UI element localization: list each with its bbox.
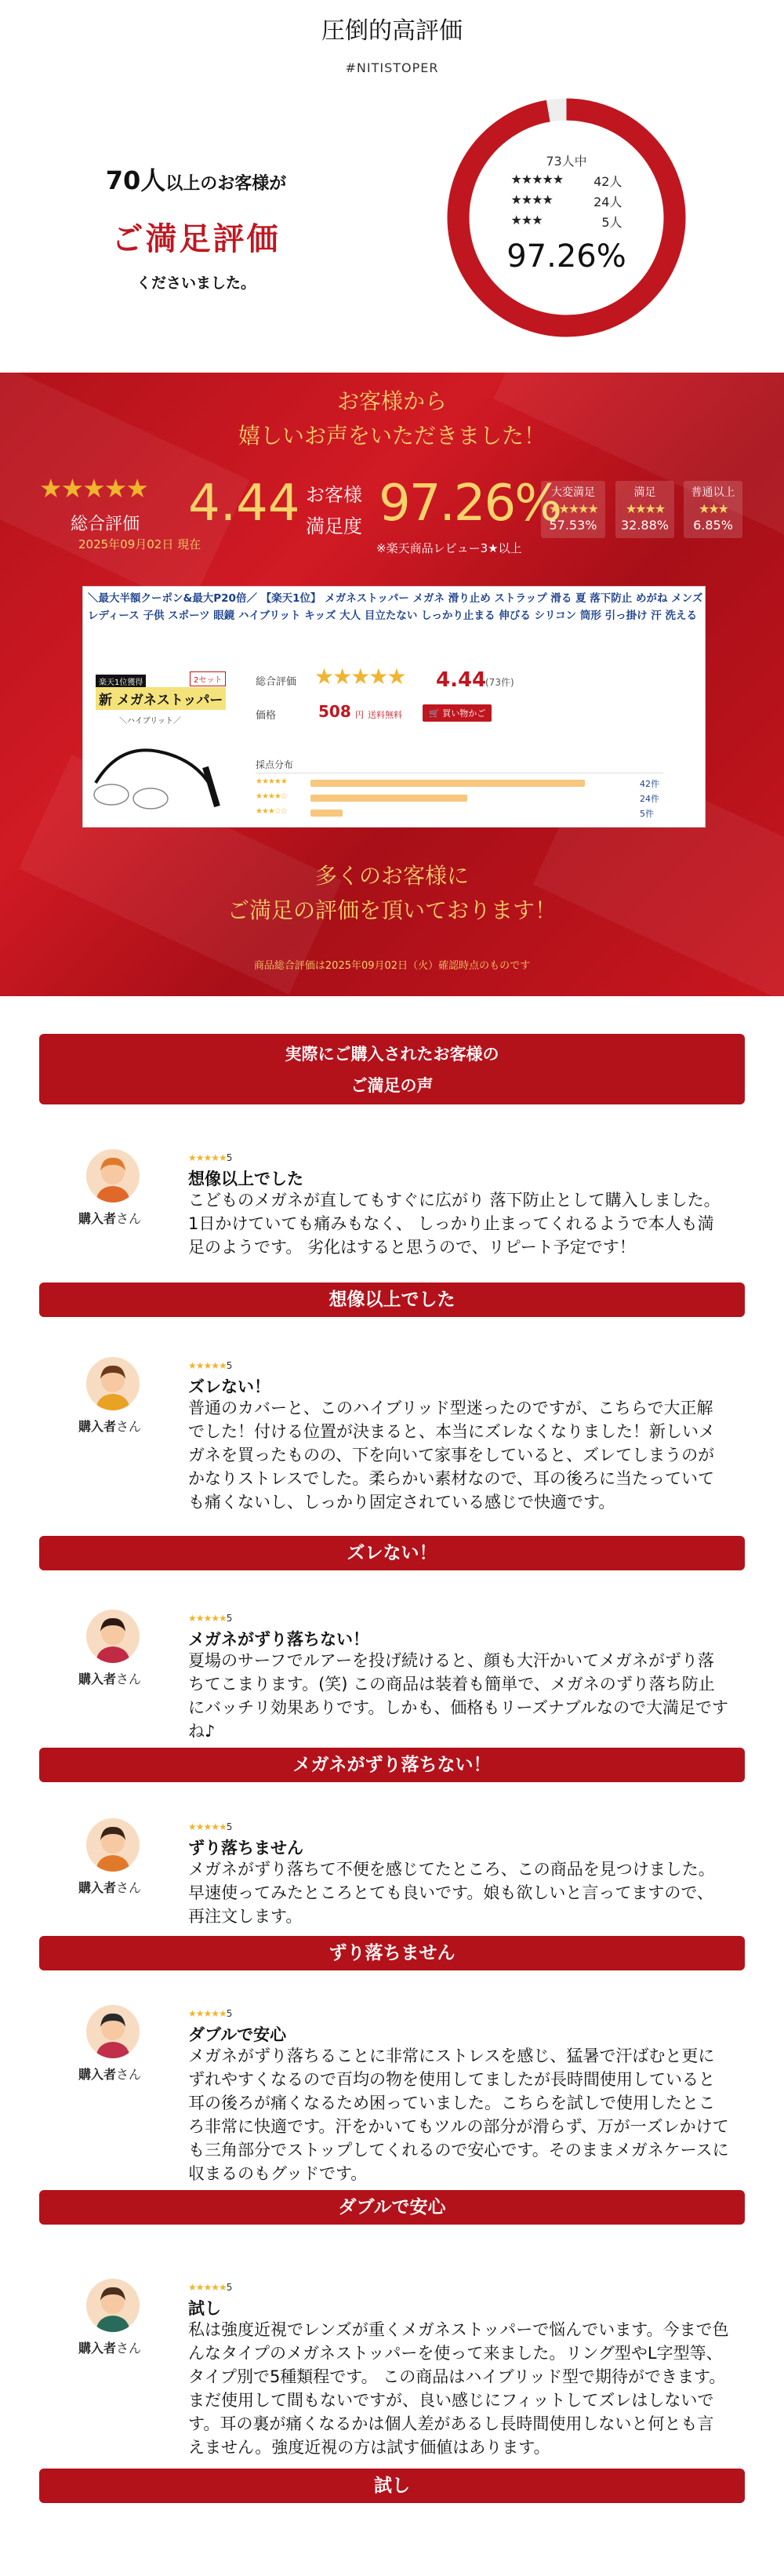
banner-footnote: 商品総合評価は2025年09月02日（火）確認時点のものです <box>253 960 531 972</box>
buyer-suffix: さん <box>116 2067 142 2082</box>
product-caption: ＼ハイブリット／ <box>119 717 181 726</box>
product-set: 2セット <box>190 671 226 686</box>
donut-row-count: 5人 <box>601 215 622 230</box>
review-rating <box>188 1821 231 1832</box>
distribution-bar <box>310 795 467 802</box>
product-title-link[interactable]: ＼最大半額クーポン&最大P20倍／ 【楽天1位】 メガネストッパー メガネ 滑り止め ストラップ 滑る 夏 落下防止 めがね メンズ レディース 子供 スポーツ 眼鏡 ハイブリット キッズ 大人 目立たない しっかり止まる 伸びる シリコン 筒形 引っ掛け 汗 洗える <box>88 592 703 622</box>
review-title: ダブルで安心 <box>188 2025 287 2044</box>
star-icons: ★★★★★ <box>314 664 405 689</box>
review-body: 普通のカバーと、このハイブリッド型迷ったのですが、こちらで大正解でした！付ける位置が決まると、本当にズレなくなりました！新しいメガネを買ったものの、下を向いて家事をしていると、ズレてしまうのがかなりストレスでした。柔らかい素材なので、耳の後ろに当たっていても痛くないし、しっかり固定されている感じで快適です。 <box>188 1399 715 1512</box>
star-icons: ★★★★★ <box>510 172 564 187</box>
review-banner: 想像以上でした <box>39 1283 745 1317</box>
review-banner: メガネがずり落ちない！ <box>39 1748 745 1782</box>
buyer-label: 購入者 <box>78 2341 117 2356</box>
buyer-name <box>78 1417 157 1435</box>
review-body: 私は強度近視でレンズが重くメガネストッパーで悩んでいます。今まで色んなタイプのメガネストッパーを使って来ました。リング型やL字型等、タイプ別で5種類程です。 この商品はハイブリッド型で期待ができます。まだ使用して間もないですが、良い感じにフィットしてズレはしないです。耳の裏が痛くなるかは個人差があるし長時間使用しないと何とも言えません。強度近視の方は試す価値はあります。 <box>188 2320 729 2457</box>
banner-closing-line: 多くのお客様に <box>314 863 469 889</box>
star-icons: ★★★☆☆ <box>256 807 287 816</box>
add-to-cart-button[interactable]: 🛒 買い物かご <box>423 704 492 722</box>
rating-box <box>541 481 605 538</box>
glasses-icon <box>88 720 245 814</box>
satisfied-label: ご満足評価 <box>111 221 281 257</box>
buyer-label: 購入者 <box>78 1211 117 1226</box>
overall-label: 総合評価 <box>71 515 140 534</box>
distribution-count[interactable]: 42件 <box>640 779 659 789</box>
buyer-suffix: さん <box>116 1672 142 1686</box>
review-body: メガネがずり落ちて不便を感じてたところ、この商品を見つけました。早速使ってみたところとても良いです。娘も欲しいと言ってますので、再注文します。 <box>188 1860 715 1926</box>
review-note: ※楽天商品レビュー3★以上 <box>376 541 522 555</box>
buyer-label: 購入者 <box>78 1880 117 1895</box>
rating-box <box>684 481 742 538</box>
donut-center <box>470 122 662 314</box>
donut-row <box>470 213 662 231</box>
card-average: 4.44 <box>436 668 487 692</box>
person-icon <box>86 1149 140 1202</box>
rating-value: 5 <box>226 2008 232 2019</box>
review-rating <box>188 1613 231 1624</box>
price-label: 価格 <box>256 710 277 722</box>
star-icons: ★★★★★ <box>188 1152 227 1163</box>
banner-heading-line: お客様から <box>336 388 447 414</box>
avatar <box>86 1357 140 1410</box>
person-icon <box>86 1357 140 1410</box>
shipping-label: 送料無料 <box>368 710 402 720</box>
donut-total: 73人中 <box>546 154 587 169</box>
buyer-suffix: さん <box>116 1419 142 1434</box>
buyer-name <box>78 1209 157 1227</box>
customer-count-block <box>47 161 345 293</box>
donut-row <box>470 172 662 190</box>
satisfaction-label-line: お客様 <box>306 484 362 506</box>
hashtag: #NITISTOPER <box>345 60 439 75</box>
distribution-row <box>256 792 679 806</box>
review-title: ずり落ちません <box>188 1839 303 1857</box>
review-body: メガネがずり落ちることに非常にストレスを感じ、猛暑で汗ばむと更にずれやすくなるので百均の物を使用してましたが長時間使用していると耳の後ろが痛くなるため困っていました。こちらを試しで使用したところ非常に快適です。汗をかいてもツルの部分が滑らず、万が一ズレかけても三角部分でストップしてくれるので安心です。そのままメガネケースに収まるのもグッドです。 <box>188 2047 729 2183</box>
star-icons: ★★★ <box>698 501 728 516</box>
star-icons: ★★★★★ <box>188 2282 227 2293</box>
review-title: 試し <box>188 2299 221 2318</box>
review-rating <box>188 2008 231 2019</box>
rating-summary-section <box>0 0 784 373</box>
satisfaction-label <box>306 479 362 542</box>
person-icon <box>86 1610 140 1663</box>
star-icons: ★★★★ <box>510 192 553 207</box>
customer-count-suffix: 以上のお客様が <box>165 174 287 194</box>
closing-text: くださいました。 <box>136 275 256 292</box>
banner-closing <box>0 859 784 928</box>
card-review-count[interactable]: (73件) <box>485 677 514 688</box>
review-title: メガネがずり落ちない！ <box>188 1630 369 1649</box>
review-rating <box>188 1360 231 1371</box>
review-banner: 試し <box>39 2469 745 2503</box>
donut-row-count: 42人 <box>593 174 622 189</box>
star-icons: ★★★ <box>510 213 543 227</box>
buyer-name <box>78 2065 157 2083</box>
rating-box-label: 大変満足 <box>551 486 595 499</box>
product-badge: 楽天1位獲得 <box>96 675 146 688</box>
customer-count: 70人 <box>105 166 166 195</box>
star-icons: ★★★★ <box>625 501 665 516</box>
rating-box-percent: 6.85% <box>693 518 733 533</box>
donut-row <box>470 192 662 210</box>
review-body: こどものメガネが直してもすぐに広がり 落下防止として購入しました。 1日かけていても痛みもなく、 しっかり止まってくれるようで本人も満足のようです。 劣化はすると思うので、リピート予定です！ <box>188 1191 720 1257</box>
buyer-name <box>78 1878 157 1896</box>
banner-heading <box>0 384 784 453</box>
banner-closing-line: ご満足の評価を頂いております！ <box>227 897 557 923</box>
buyer-label: 購入者 <box>78 2067 117 2082</box>
star-icons: ★★★★★ <box>188 1613 227 1624</box>
review-body: 夏場のサーフでルアーを投げ続けると、顔も大汗かいてメガネがずり落ちてこまります。(笑) この商品は装着も簡単で、メガネのずり落ち防止にバッチリ効果ありです。しかも、価格もリーズナブルなので大満足ですね♪ <box>188 1651 729 1741</box>
star-icons: ★★★★★ <box>39 473 147 504</box>
review-banner: ズレない！ <box>39 1536 745 1570</box>
customer-count-line <box>47 161 345 197</box>
avatar <box>86 2279 140 2332</box>
avatar <box>86 2005 140 2058</box>
distribution-count[interactable]: 24件 <box>640 794 659 804</box>
person-icon <box>86 2279 140 2332</box>
price-unit: 円 <box>355 710 364 720</box>
reviews-header <box>39 1034 745 1104</box>
rating-value: 5 <box>226 1821 232 1832</box>
review-banner: ダブルで安心 <box>39 2190 745 2225</box>
reviews-header-line: 実際にご購入されたお客様の <box>285 1045 499 1064</box>
rating-box <box>615 481 674 538</box>
distribution-row <box>256 777 679 791</box>
rating-box-percent: 32.88% <box>620 518 669 533</box>
buyer-suffix: さん <box>116 1211 142 1226</box>
page-title: 圧倒的高評価 <box>321 17 463 45</box>
review-rating <box>188 2282 231 2293</box>
donut-row-count: 24人 <box>593 195 622 209</box>
satisfaction-percent: 97.26% <box>379 475 561 533</box>
star-icons: ★★★★★ <box>188 2008 227 2019</box>
distribution-label: 採点分布 <box>256 759 294 770</box>
buyer-label: 購入者 <box>78 1419 117 1434</box>
star-icons: ★★★★★ <box>256 777 287 786</box>
distribution-row <box>256 807 679 821</box>
review-banner: ずり落ちません <box>39 1936 745 1970</box>
buyer-suffix: さん <box>116 1880 142 1895</box>
product-card[interactable] <box>82 586 706 828</box>
avatar <box>86 1818 140 1872</box>
buyer-suffix: さん <box>116 2341 142 2356</box>
reviews-header-line: ご満足の声 <box>350 1076 434 1095</box>
red-banner <box>0 373 784 996</box>
product-name: 新 メガネストッパー <box>96 687 226 710</box>
person-icon <box>86 1818 140 1872</box>
donut-percent: 97.26% <box>506 238 626 275</box>
review-title: 想像以上でした <box>188 1170 303 1188</box>
satisfaction-label-line: 満足度 <box>306 515 362 537</box>
rating-date: 2025年09月02日 現在 <box>78 537 201 551</box>
star-icons: ★★★★★ <box>188 1360 227 1371</box>
rating-value: 5 <box>226 1613 232 1624</box>
rating-box-label: 普通以上 <box>691 486 735 499</box>
card-overall-label: 総合評価 <box>256 676 297 688</box>
person-icon <box>86 2005 140 2058</box>
star-icons: ★★★★☆ <box>256 792 287 801</box>
review-rating <box>188 1152 231 1163</box>
rating-box-percent: 57.53% <box>549 518 597 533</box>
star-icons: ★★★★★ <box>549 501 597 516</box>
average-score: 4.44 <box>188 475 300 533</box>
buyer-name <box>78 2338 157 2356</box>
rating-value: 5 <box>226 1152 232 1163</box>
star-icons: ★★★★★ <box>188 1821 227 1832</box>
buyer-label: 購入者 <box>78 1672 117 1686</box>
banner-heading-line: 嬉しいお声をいただきました！ <box>238 423 546 449</box>
rating-box-label: 満足 <box>633 486 656 499</box>
rating-value: 5 <box>226 1360 232 1371</box>
rating-value: 5 <box>226 2282 232 2293</box>
score-row <box>0 473 784 555</box>
distribution-bar <box>310 810 343 817</box>
avatar <box>86 1149 140 1202</box>
price-value: 508 <box>318 702 351 721</box>
avatar <box>86 1610 140 1663</box>
buyer-name <box>78 1669 157 1687</box>
distribution-bar <box>310 780 585 787</box>
distribution-count[interactable]: 5件 <box>640 809 654 819</box>
review-title: ズレない！ <box>188 1377 270 1396</box>
product-image <box>88 665 245 822</box>
